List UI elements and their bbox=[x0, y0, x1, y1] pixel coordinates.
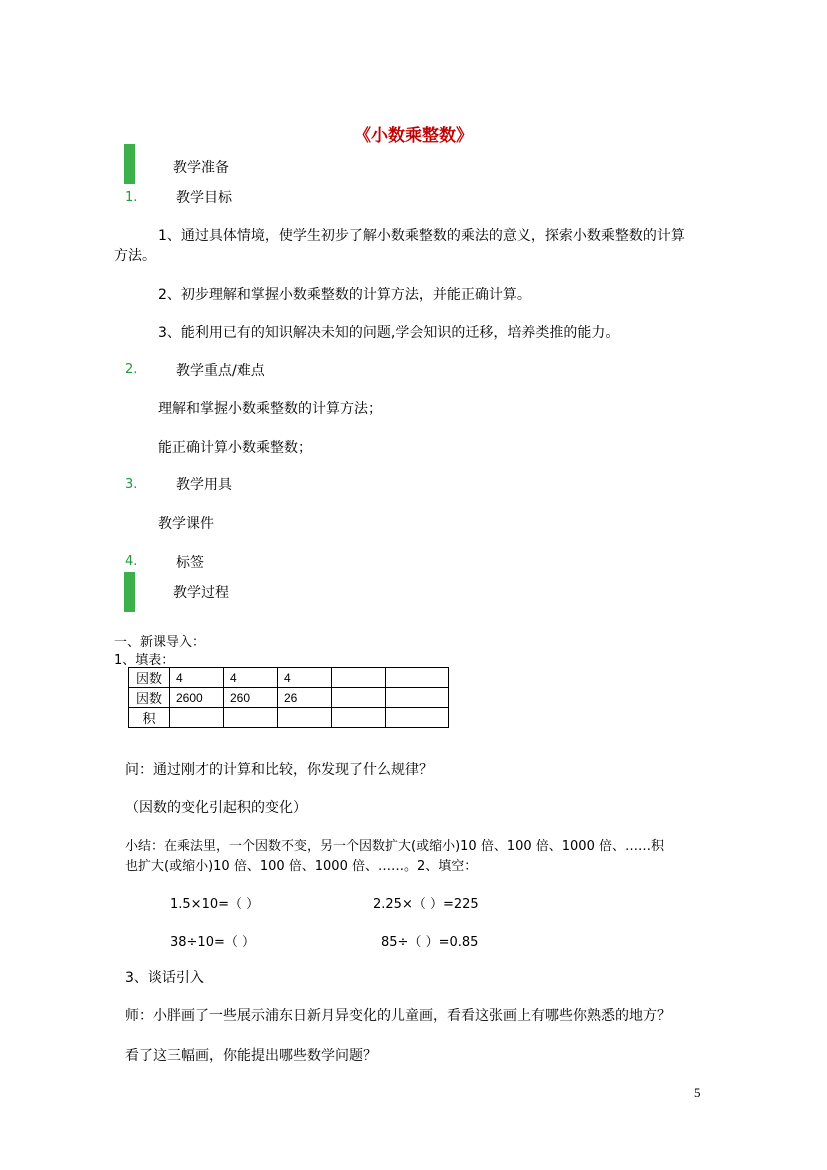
table-row-header: 因数 bbox=[129, 688, 170, 708]
key-point-1: 理解和掌握小数乘整数的计算方法； bbox=[158, 401, 382, 417]
table-cell bbox=[386, 708, 449, 728]
section-tags-heading: 标签 bbox=[176, 555, 204, 571]
table-row-header: 积 bbox=[129, 708, 170, 728]
key-point-2: 能正确计算小数乘整数； bbox=[158, 440, 312, 456]
table-cell bbox=[224, 708, 278, 728]
fill-table-label: 1、填表： bbox=[114, 653, 175, 668]
table-cell: 2600 bbox=[170, 688, 224, 708]
table-cell bbox=[386, 688, 449, 708]
blank-exercise-a: 1.5×10=（ ） bbox=[170, 897, 260, 912]
question-text: 问：通过刚才的计算和比较，你发现了什么规律？ bbox=[125, 762, 433, 778]
summary-line-1: 小结：在乘法里，一个因数不变，另一个因数扩大(或缩小)10 倍、100 倍、1000 倍、……积 bbox=[125, 839, 664, 854]
fill-table bbox=[128, 667, 449, 728]
intro-heading: 一、新课导入： bbox=[114, 635, 206, 650]
summary-line-2: 也扩大(或缩小)10 倍、100 倍、1000 倍、……。2、填空： bbox=[125, 859, 478, 874]
blank-exercise-d: 85÷（ ）=0.85 bbox=[381, 935, 479, 950]
section-process-heading: 教学过程 bbox=[173, 585, 229, 601]
table-cell: 4 bbox=[278, 668, 332, 688]
table-cell: 4 bbox=[170, 668, 224, 688]
tools-text: 教学课件 bbox=[158, 516, 214, 532]
table-row bbox=[129, 708, 449, 728]
blank-exercise-b: 2.25×（ ）=225 bbox=[373, 897, 479, 912]
table-cell bbox=[278, 708, 332, 728]
table-row bbox=[129, 688, 449, 708]
table-cell bbox=[332, 688, 386, 708]
document-title: 《小数乘整数》 bbox=[354, 126, 473, 146]
rule-text: （因数的变化引起积的变化） bbox=[125, 800, 307, 816]
goal-1-line-2: 方法。 bbox=[114, 248, 156, 264]
blank-exercise-c: 38÷10=（ ） bbox=[170, 935, 256, 950]
section-number: 1. bbox=[125, 190, 138, 205]
section-number: 3. bbox=[125, 477, 138, 492]
talk-heading: 3、谈话引入 bbox=[125, 970, 204, 986]
section-tools-heading: 教学用具 bbox=[176, 477, 232, 493]
table-cell bbox=[332, 708, 386, 728]
goal-3: 3、能利用已有的知识解决未知的问题,学会知识的迁移，培养类推的能力。 bbox=[158, 325, 620, 341]
ask-text: 看了这三幅画，你能提出哪些数学问题？ bbox=[125, 1048, 377, 1064]
table-cell: 260 bbox=[224, 688, 278, 708]
section-prep-heading: 教学准备 bbox=[173, 160, 229, 176]
section-accent-bar bbox=[124, 144, 135, 184]
section-key-heading: 教学重点/难点 bbox=[176, 363, 265, 379]
table-row bbox=[129, 668, 449, 688]
table-cell bbox=[170, 708, 224, 728]
teacher-text: 师：小胖画了一些展示浦东日新月异变化的儿童画，看看这张画上有哪些你熟悉的地方？ bbox=[125, 1008, 671, 1024]
section-goal-heading: 教学目标 bbox=[176, 190, 232, 206]
section-accent-bar bbox=[124, 572, 135, 612]
page-number: 5 bbox=[694, 1085, 701, 1100]
table-cell: 26 bbox=[278, 688, 332, 708]
table-row-header: 因数 bbox=[129, 668, 170, 688]
table-cell: 4 bbox=[224, 668, 278, 688]
goal-2: 2、初步理解和掌握小数乘整数的计算方法，并能正确计算。 bbox=[158, 287, 531, 303]
table-cell bbox=[386, 668, 449, 688]
goal-1-line-1: 1、通过具体情境，使学生初步了解小数乘整数的乘法的意义，探索小数乘整数的计算 bbox=[158, 228, 685, 244]
section-number: 2. bbox=[125, 362, 138, 377]
table-cell bbox=[332, 668, 386, 688]
section-number: 4. bbox=[125, 554, 138, 569]
